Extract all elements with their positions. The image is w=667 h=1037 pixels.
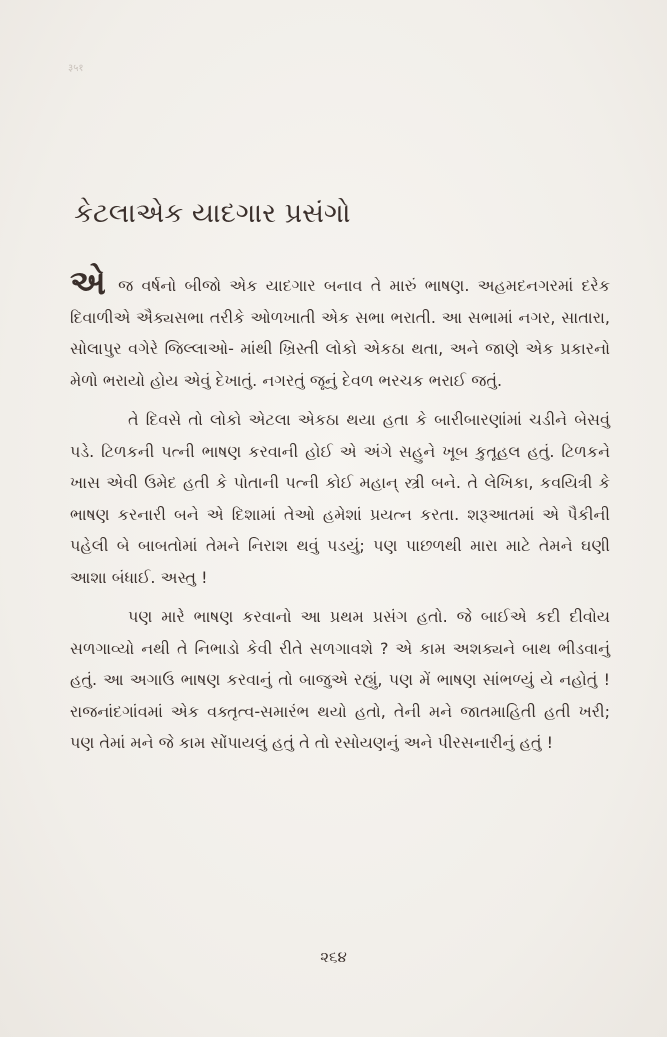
paragraph-1 [70,263,610,396]
drop-cap: એ [70,263,106,303]
page-number: ૨૬૪ [320,948,347,966]
body-text [70,263,610,767]
paragraph-3: પણ મારે ભાષણ કરવાનો આ પ્રથમ પ્રસંગ હતો. જે બાઈએ કદી દીવોય સળગાવ્યો નથી તે નિભાડો કેવી રીતે સળગાવશે ? એ કામ અશક્યને બાથ ભીડવાનું હતું. આ અગાઉ ભાષણ કરવાનું તો બાજુએ રહ્યું, પણ મેં ભાષણ સાંભળ્યું યે નહોતું ! રાજનાંદગાંવમાં એક વક્તૃત્વ-સમારંભ થયો હતો, તેની મને જાતમાહિતી હતી ખરી; પણ તેમાં મને જે કામ સોંપાયલું હતું તે તો રસોયણનું અને પીરસનારીનું હતું ! [70,607,610,752]
corner-mark: ३५१ [68,63,84,74]
chapter-title: કેટલાએક યાદગાર પ્રસંગો [74,198,351,229]
paragraph-1-text: જ વર્ષનો બીજો એક યાદગાર બનાવ તે મારું ભાષણ. અહમદનગરમાં દરેક દિવાળીએ ઐક્યસભા તરીકે ઓળખાતી એક સભા ભરાતી. આ સભામાં નગર, સાતારા, સોલાપુર વગેરે જિલ્લાઓ- માંથી ખ્રિસ્તી લોકો એકઠા થતા, અને જાણે એક પ્રકારનો મેળો ભરાયો હોય એવું દેખાતું. નગરતું જૂનું દેવળ ભરચક ભરાઈ જતું. [70,276,610,390]
paragraph-2: તે દિવસે તો લોકો એટલા એકઠા થયા હતા કે બારીબારણાંમાં ચડીને બેસવું પડે. ટિળકની પત્ની ભાષણ કરવાની હોઈ એ અંગે સહુને ખૂબ કુતૂહલ હતું. ટિળકને ખાસ એવી ઉમેદ હતી કે પોતાની પત્ની કોઈ મહાન્ સ્ત્રી બને. તે લેખિકા, કવયિત્રી કે ભાષણ કરનારી બને એ દિશામાં તેઓ હમેશાં પ્રયત્ન કરતા. શરૂઆતમાં એ પૈકીની પહેલી બે બાબતોમાં તેમને નિરાશ થવું પડયું; પણ પાછળથી મારા માટે તેમને ઘણી આશા બંધાઈ. અસ્તુ ! [70,410,610,587]
